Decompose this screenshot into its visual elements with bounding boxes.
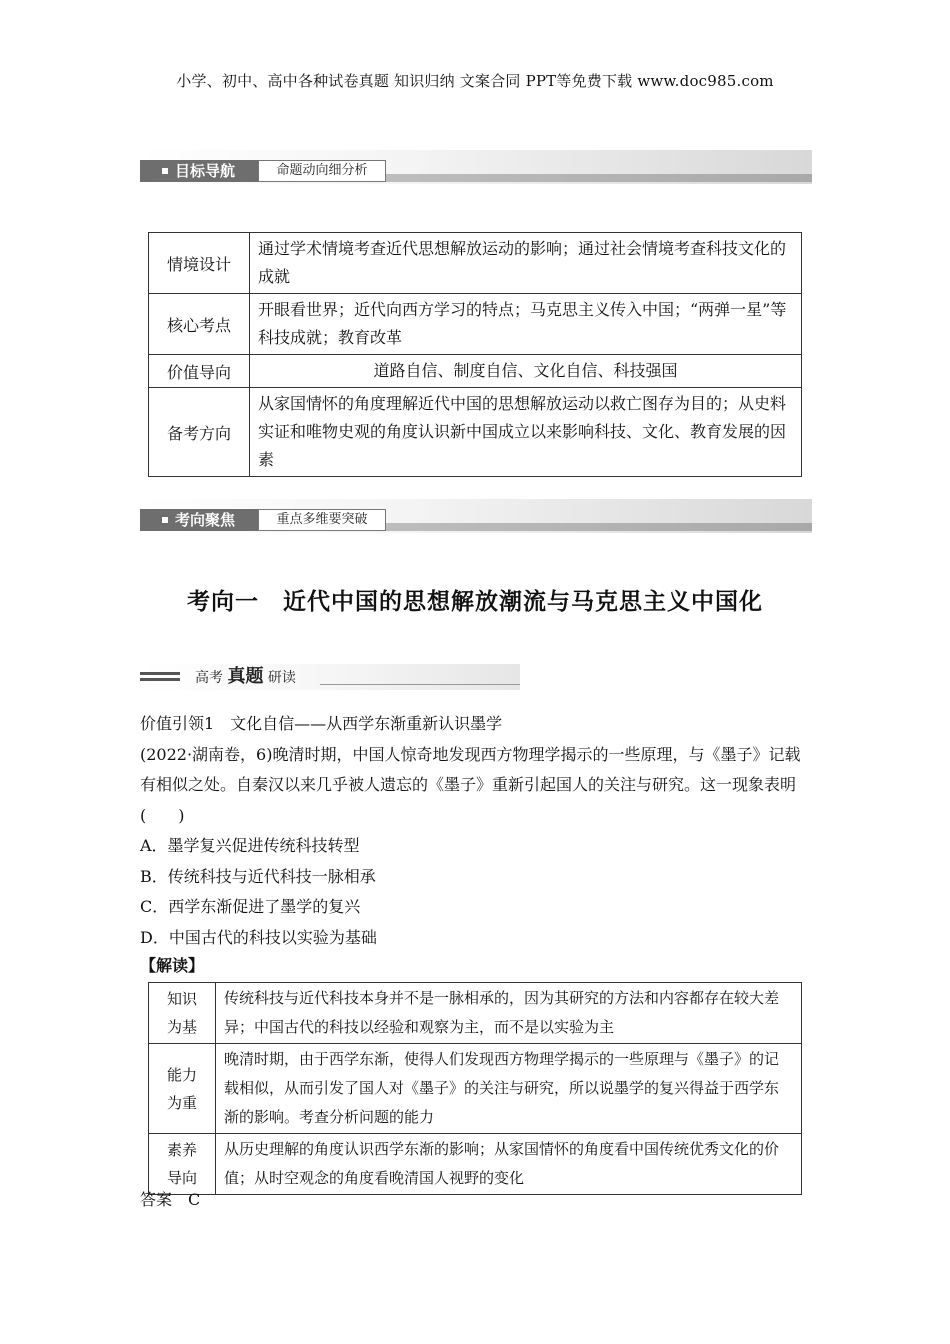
row-key: 核心考点: [149, 294, 250, 355]
banner-tag: 考向聚焦: [140, 509, 258, 531]
table-row: [149, 233, 802, 294]
option-a: A．墨学复兴促进传统科技转型: [140, 836, 360, 855]
option-d: D．中国古代的科技以实验为基础: [140, 927, 377, 947]
row-key: 素养 导向: [149, 1134, 216, 1195]
section-title: 考向一 近代中国的思想解放潮流与马克思主义中国化: [187, 589, 763, 615]
banner-bar: [386, 174, 812, 182]
option-b: B．传统科技与近代科技一脉相承: [140, 866, 376, 886]
row-value: 从历史理解的角度认识西学东渐的影响；从家国情怀的角度看中国传统优秀文化的价值；从时空观念的角度看晚清国人视野的变化: [216, 1134, 802, 1195]
page-header: 小学、初中、高中各种试卷真题 知识归纳 文案合同 PPT等免费下载 www.doc985.com: [176, 72, 774, 90]
row-value: 晚清时期，由于西学东渐，使得人们发现西方物理学揭示的一些原理与《墨子》的记载相似，从而引发了国人对《墨子》的关注与研究，所以说墨学的复兴得益于西学东渐的影响。考查分析问题的能力: [216, 1044, 802, 1134]
question-lead: 价值引领1 文化自信——从西学东渐重新认识墨学: [140, 714, 503, 733]
question-block: [140, 709, 812, 953]
banner-subtag: 重点多维要突破: [258, 509, 386, 531]
table-row: [149, 388, 802, 477]
row-key: 能力 为重: [149, 1044, 216, 1134]
row-key: 备考方向: [149, 388, 250, 477]
row-value: 传统科技与近代科技本身并不是一脉相承的，因为其研究的方法和内容都存在较大差异；中国古代的科技以经验和观察为主，而不是以实验为主: [216, 983, 802, 1044]
table-row: [149, 1044, 802, 1134]
table-row: [149, 983, 802, 1044]
row-key: 价值导向: [149, 355, 250, 388]
row-value: 道路自信、制度自信、文化自信、科技强国: [250, 355, 802, 388]
stripes-icon: [140, 672, 180, 684]
question-stem: (2022·湖南卷，6)晚清时期，中国人惊奇地发现西方物理学揭示的一些原理，与《墨子》记载有相似之处。自秦汉以来几乎被人遗忘的《墨子》重新引起国人的关注与研究。这一现象表明( ): [140, 744, 801, 825]
row-value: 通过学术情境考查近代思想解放运动的影响；通过社会情境考查科技文化的成就: [250, 233, 802, 294]
square-icon: [162, 168, 168, 174]
banner-tag: 目标导航: [140, 160, 258, 182]
analysis-label: 【解读】: [140, 956, 205, 975]
overview-table: [148, 232, 802, 477]
row-key: 知识 为基: [149, 983, 216, 1044]
option-c: C．西学东渐促进了墨学的复兴: [140, 897, 361, 916]
banner-subtag: 命题动向细分析: [258, 160, 386, 182]
row-value: 从家国情怀的角度理解近代中国的思想解放运动以救亡图存为目的；从史料实证和唯物史观的角度认识新中国成立以来影响科技、文化、教育发展的因素: [250, 388, 802, 477]
subhead-banner: [140, 664, 520, 690]
table-row: [149, 294, 802, 355]
table-row: [149, 355, 802, 388]
row-value: 开眼看世界；近代向西方学习的特点；马克思主义传入中国；“两弹一星”等科技成就；教育改革: [250, 294, 802, 355]
banner-focus: [140, 499, 812, 533]
analysis-table: [148, 982, 802, 1195]
row-key: 情境设计: [149, 233, 250, 294]
square-icon: [162, 517, 168, 523]
subhead-underline: [320, 684, 520, 685]
table-row: [149, 1134, 802, 1195]
answer: 答案 C: [140, 1190, 201, 1209]
banner-bar: [386, 523, 812, 531]
subhead-text: 高考 真题 研读: [195, 666, 296, 687]
banner-target-nav: [140, 150, 812, 184]
